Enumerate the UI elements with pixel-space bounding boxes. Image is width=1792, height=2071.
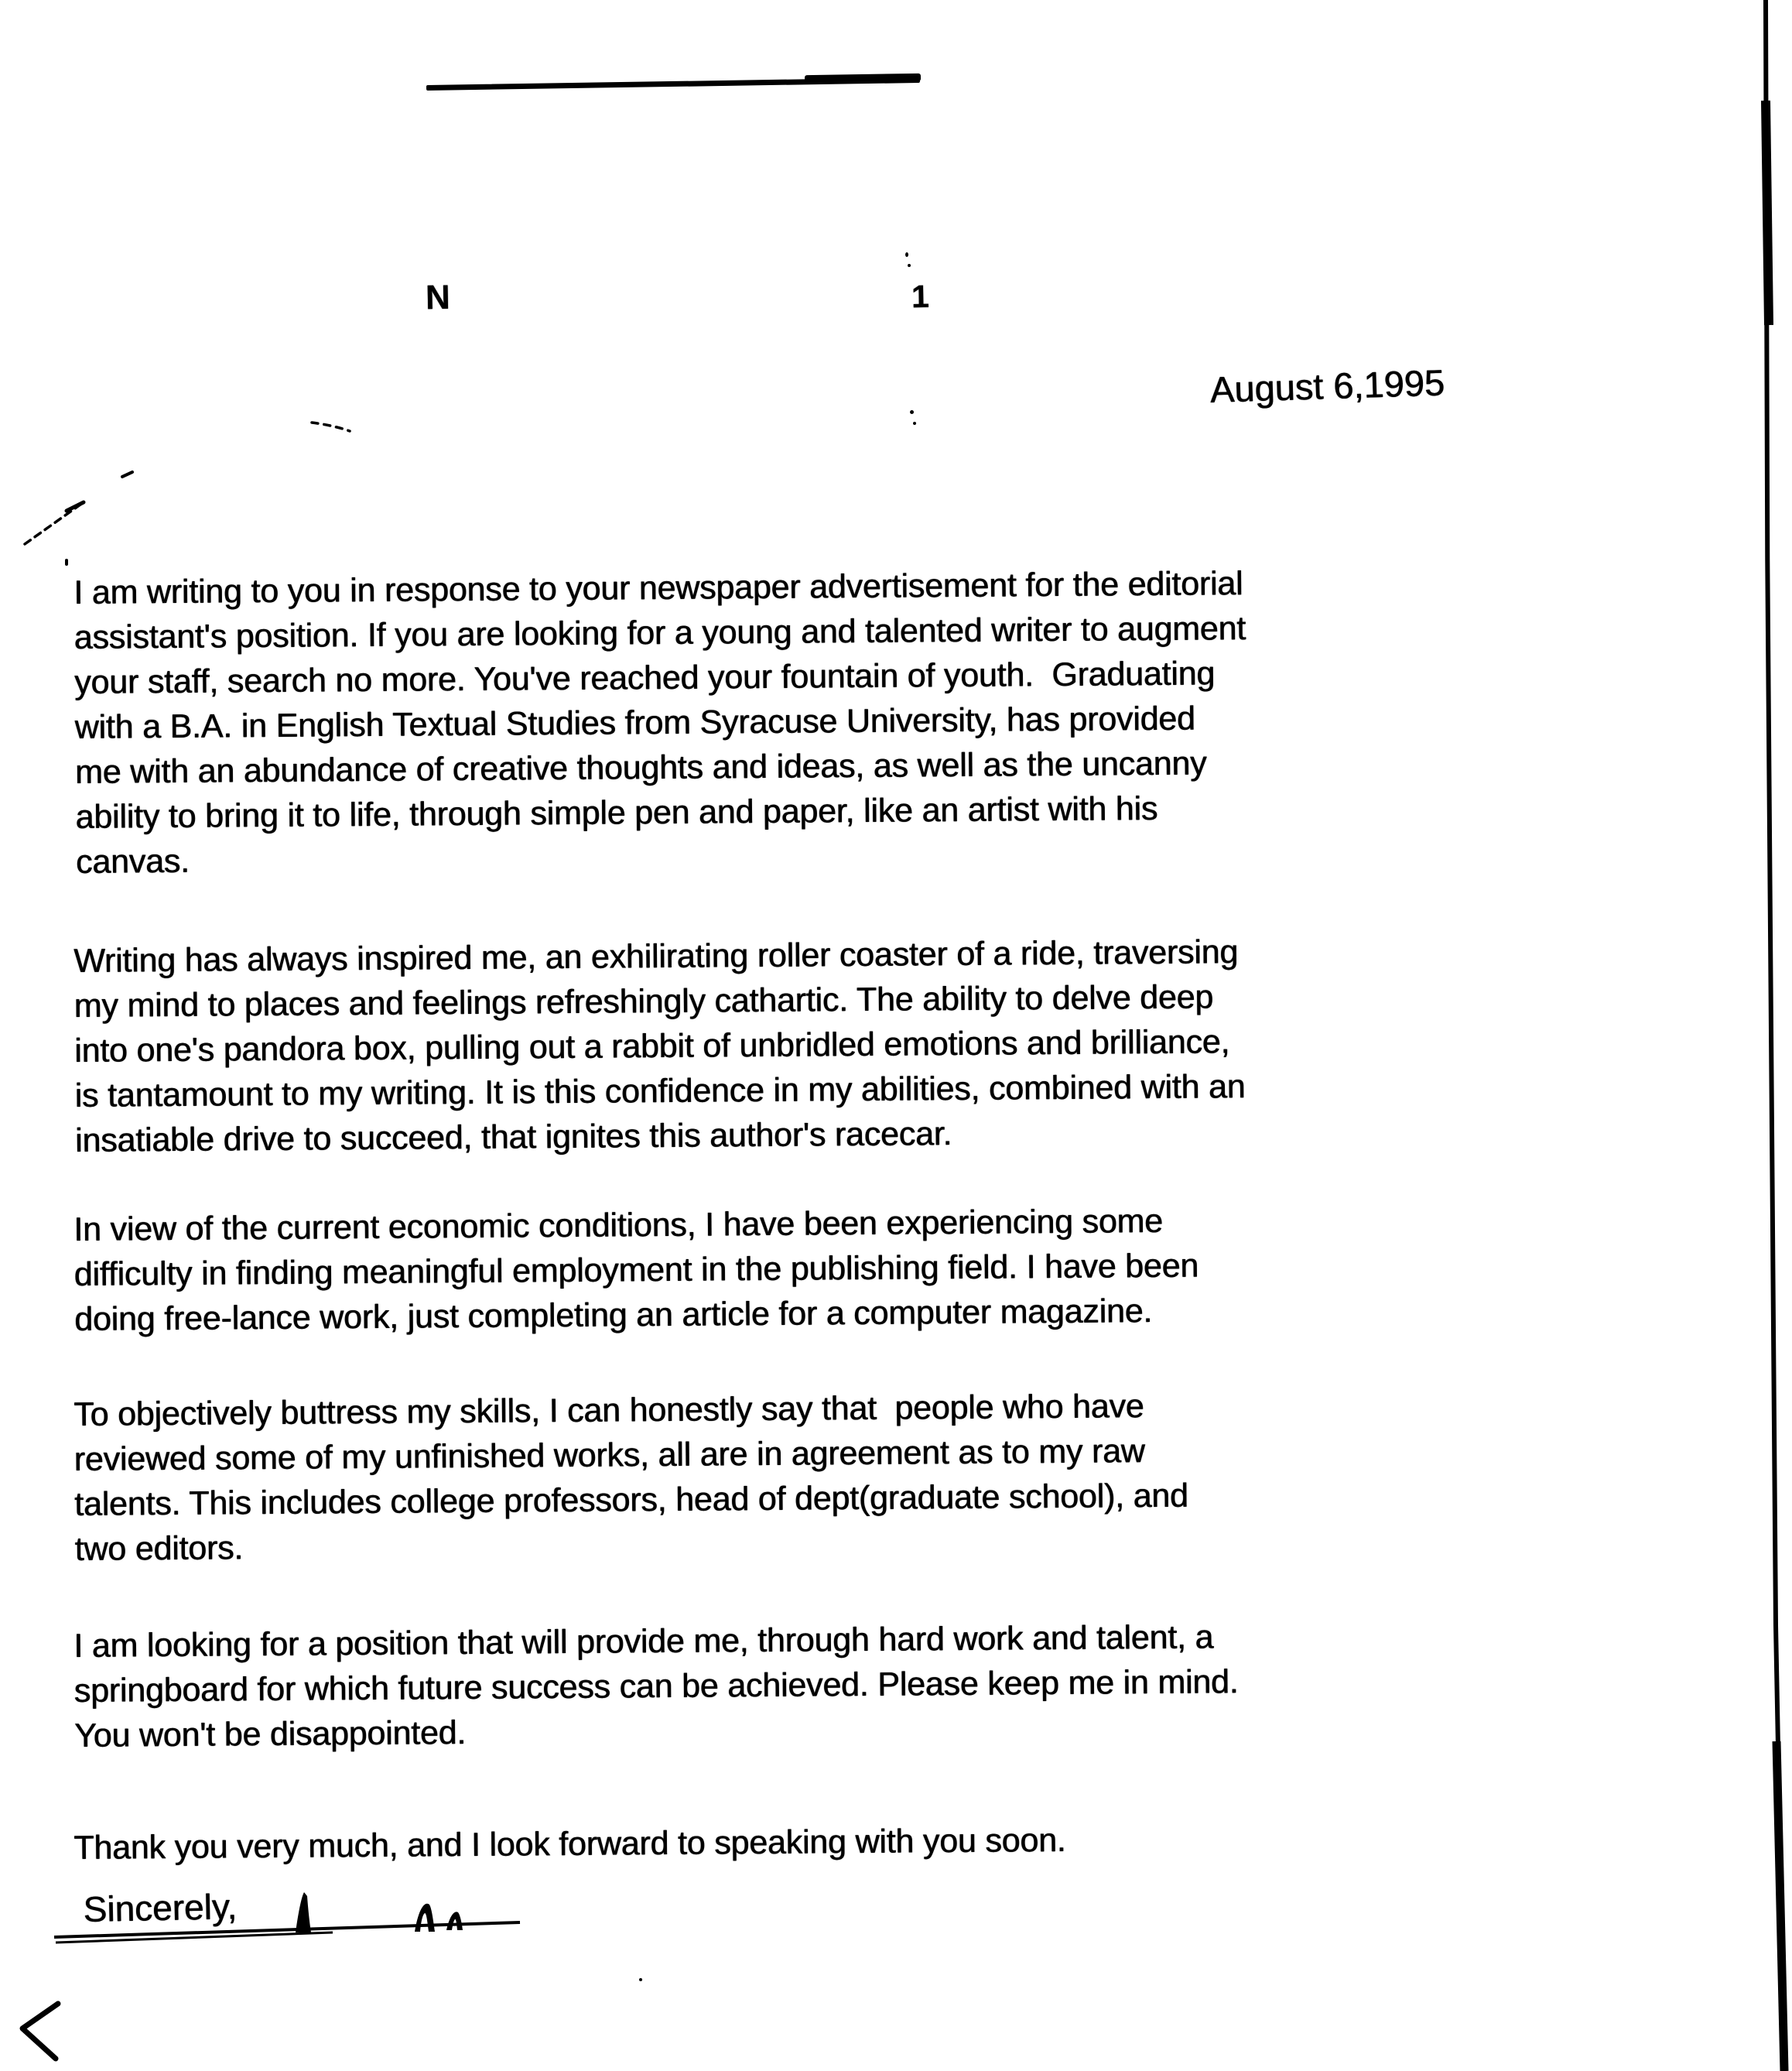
text-line: ability to bring it to life, through simple pen and paper, like an artist with his (75, 790, 1158, 836)
text-line: doing free-lance work, just completing an article for a computer magazine. (74, 1292, 1153, 1338)
text-line: assistant's position. If you are looking for a young and talented writer to augment (74, 610, 1247, 656)
text-line: I am looking for a position that will provide me, through hard work and talent, a (74, 1618, 1214, 1665)
pen-tick-artifact (122, 472, 132, 477)
text-line: Thank you very much, and I look forward to speaking with you soon. (74, 1821, 1066, 1867)
chevron-mark (22, 2004, 58, 2059)
text-line: Writing has always inspired me, an exhilirating roller coaster of a ride, traversing (74, 933, 1239, 980)
text-line: is tantamount to my writing. It is this confidence in my abilities, combined with an (74, 1068, 1246, 1114)
text-line: difficulty in finding meaningful employment in the publishing field. I have been (74, 1247, 1199, 1293)
text-line: two editors. (74, 1529, 244, 1568)
dashed-curve-artifact (312, 423, 350, 431)
text-line: To objectively buttress my skills, I can honestly say that people who have (74, 1388, 1144, 1433)
signature-stroke-hump (415, 1904, 435, 1932)
signoff-text: Sincerely, (83, 1886, 238, 1929)
text-line: your staff, search no more. You've reached your fountain of youth. Graduating (74, 655, 1216, 701)
text-line: In view of the current economic conditions, I have been experiencing some (74, 1202, 1163, 1248)
text-line: into one's pandora box, pulling out a rabbit of unbridled emotions and brilliance, (74, 1023, 1230, 1070)
text-line: talents. This includes college professors, head of dept(graduate school), and (74, 1477, 1188, 1523)
signature-stroke-hump-small (446, 1912, 463, 1930)
text-line: springboard for which future success can be achieved. Please keep me in mind. (74, 1663, 1239, 1710)
text-line: with a B.A. in English Textual Studies from Syracuse University, has provided (74, 700, 1195, 746)
letter-date: August 6,1995 (1209, 361, 1445, 410)
text-line: my mind to places and feelings refreshingly cathartic. The ability to delve deep (74, 978, 1214, 1025)
redacted-text-remnant-n: N (425, 278, 451, 317)
text-line: You won't be disappointed. (74, 1714, 467, 1754)
text-line: reviewed some of my unfinished works, all are in agreement as to my raw (74, 1433, 1145, 1478)
signature-stroke-spike (296, 1892, 311, 1932)
text-line: insatiable drive to succeed, that ignites this author's racecar. (74, 1115, 952, 1159)
scan-artifact-edge-thick-top (1766, 101, 1769, 325)
redacted-text-remnant-1: 1 (911, 278, 930, 315)
text-line: me with an abundance of creative thoughts and ideas, as well as the uncanny (74, 745, 1207, 791)
scan-artifact-edge-thick-bottom (1777, 1741, 1784, 2071)
text-line: I am writing to you in response to your newspaper advertisement for the editorial (74, 565, 1243, 611)
text-line: canvas. (75, 842, 190, 881)
